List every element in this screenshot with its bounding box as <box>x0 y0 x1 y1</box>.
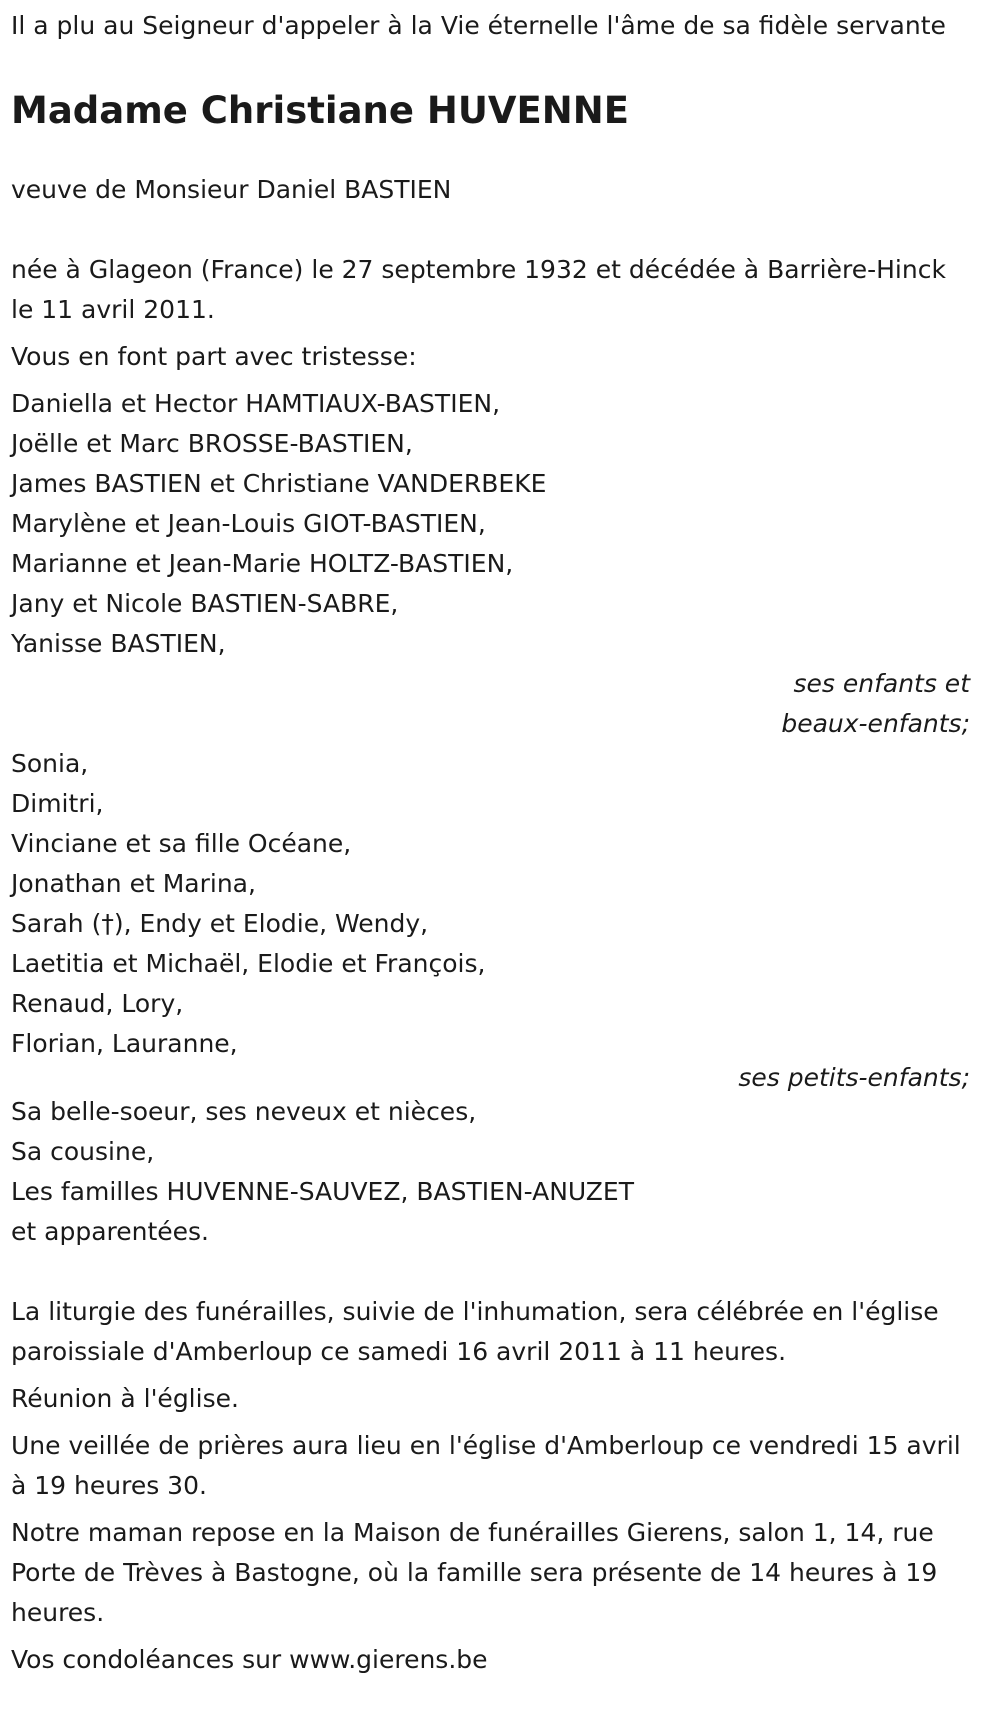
list-item: Marylène et Jean-Louis GIOT-BASTIEN, <box>11 509 486 538</box>
children-list <box>11 384 970 664</box>
condolences-text: Vos condoléances sur www.gierens.be <box>11 1645 488 1674</box>
list-item: Yanisse BASTIEN, <box>11 629 226 658</box>
list-item: Jany et Nicole BASTIEN-SABRE, <box>11 589 399 618</box>
intro-text: Il a plu au Seigneur d'appeler à la Vie éternelle l'âme de sa fidèle servante <box>11 11 946 40</box>
vigil-text: Une veillée de prières aura lieu en l'église d'Amberloup ce vendredi 15 avril à 19 heures 30. <box>11 1431 961 1500</box>
list-item: Daniella et Hector HAMTIAUX-BASTIEN, <box>11 389 501 418</box>
rest-text: Notre maman repose en la Maison de funérailles Gierens, salon 1, 14, rue Porte de Trèves à Bastogne, où la famille sera présente de 14 heures à 19 heures. <box>11 1518 938 1627</box>
list-item: Florian, Lauranne, <box>11 1029 238 1058</box>
list-item: Vinciane et sa fille Océane, <box>11 829 352 858</box>
list-item: Laetitia et Michaël, Elodie et François, <box>11 949 486 978</box>
list-item: et apparentées. <box>11 1217 209 1246</box>
list-item: Sonia, <box>11 749 89 778</box>
list-item: Marianne et Jean-Marie HOLTZ-BASTIEN, <box>11 549 514 578</box>
list-item: Sarah (†), Endy et Elodie, Wendy, <box>11 909 429 938</box>
list-item: James BASTIEN et Christiane VANDERBEKE <box>11 469 547 498</box>
meeting-text: Réunion à l'église. <box>11 1384 239 1413</box>
list-item: Joëlle et Marc BROSSE-BASTIEN, <box>11 429 413 458</box>
deceased-name: Madame Christiane HUVENNE <box>11 89 629 132</box>
relation-line: beaux-enfants; <box>781 709 970 738</box>
liturgy-text: La liturgie des funérailles, suivie de l'inhumation, sera célébrée en l'église paroissiale d'Amberloup ce samedi 16 avril 2011 à 11 heures. <box>11 1297 939 1366</box>
relation-line: ses enfants et <box>793 669 970 698</box>
widow-of: veuve de Monsieur Daniel BASTIEN <box>11 175 452 204</box>
children-relation <box>11 664 970 744</box>
list-item: Sa belle-soeur, ses neveux et nièces, <box>11 1097 477 1126</box>
list-item: Dimitri, <box>11 789 104 818</box>
list-item: Sa cousine, <box>11 1137 155 1166</box>
grandchildren-list <box>11 744 970 1064</box>
birth-death: née à Glageon (France) le 27 septembre 1932 et décédée à Barrière-Hinck le 11 avril 2011. <box>11 255 946 324</box>
others-list <box>11 1092 970 1252</box>
list-item: Jonathan et Marina, <box>11 869 256 898</box>
list-item: Renaud, Lory, <box>11 989 184 1018</box>
announce-text: Vous en font part avec tristesse: <box>11 342 417 371</box>
grandchildren-relation: ses petits-enfants; <box>738 1063 970 1092</box>
list-item: Les familles HUVENNE-SAUVEZ, BASTIEN-ANUZET <box>11 1177 634 1206</box>
